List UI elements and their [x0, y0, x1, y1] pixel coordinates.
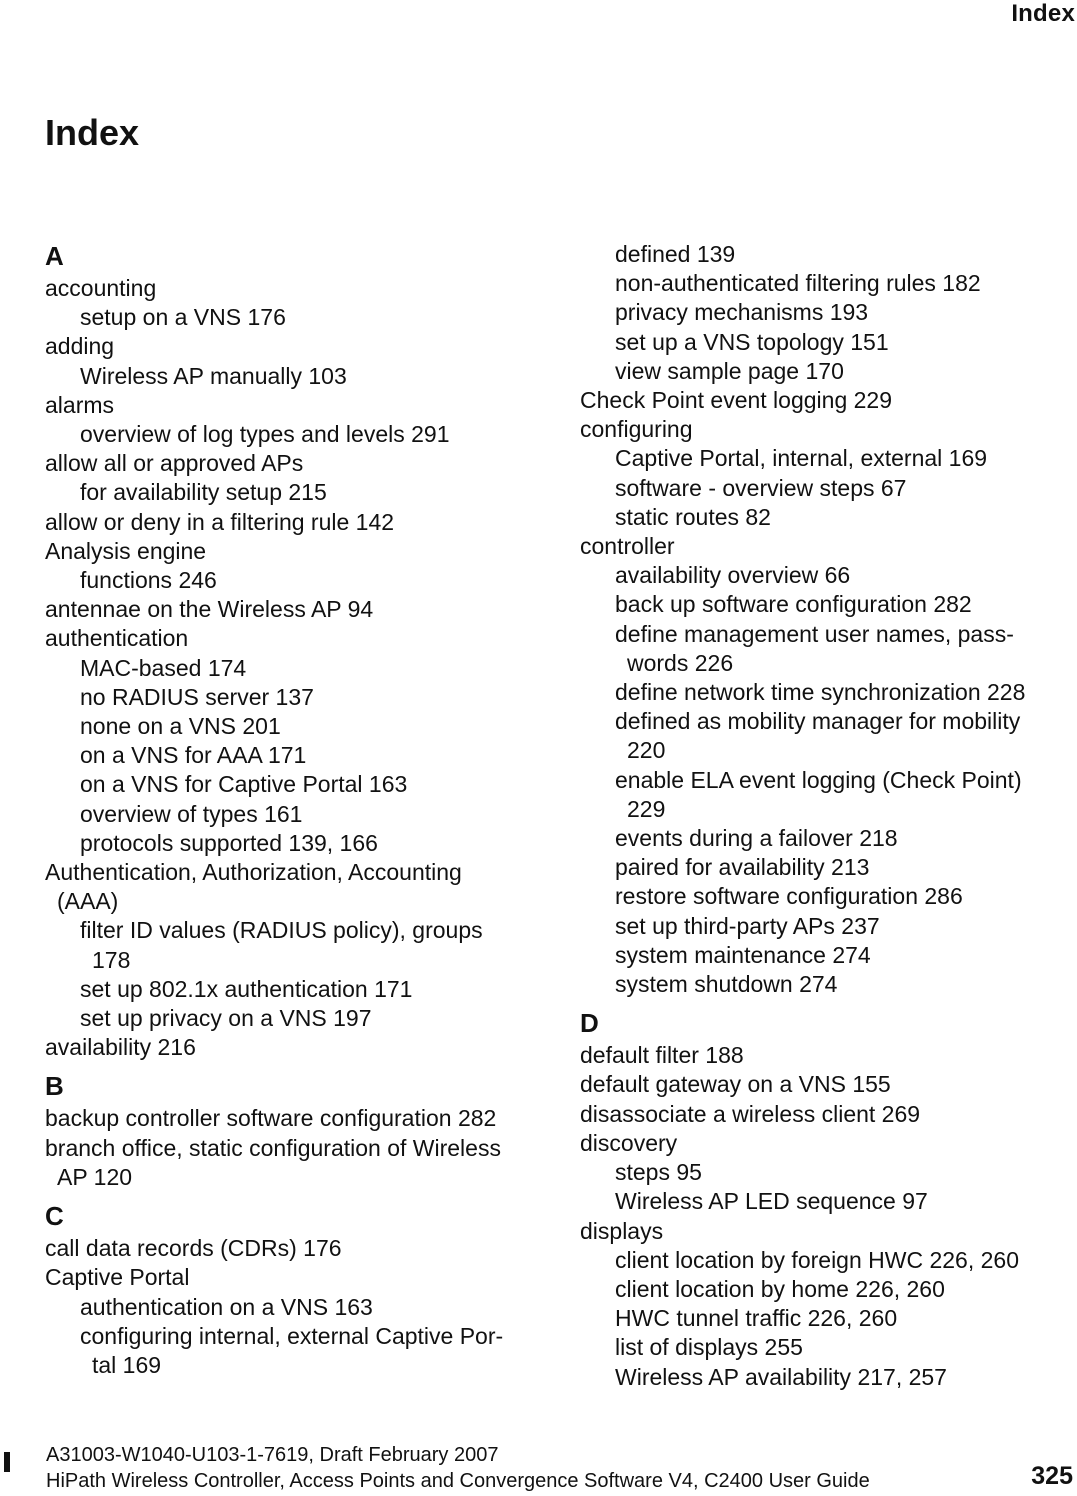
index-subentry [580, 561, 1075, 590]
index-column-left [45, 238, 555, 1380]
index-entry-continuation: (AAA) [57, 888, 119, 915]
index-subentry [45, 654, 555, 683]
index-entry [45, 1104, 555, 1133]
index-entry-text: protocols supported 139, 166 [80, 829, 378, 856]
index-entry-text: Analysis engine [45, 537, 207, 564]
index-subentry [580, 970, 1075, 999]
index-subentry [580, 1333, 1075, 1362]
index-subentry [45, 1322, 555, 1380]
index-entry-text: Wireless AP availability 217, 257 [615, 1363, 947, 1390]
index-entry-text: overview of types 161 [80, 800, 303, 827]
index-entry-text: client location by foreign HWC 226, 260 [615, 1246, 1019, 1273]
index-entry-text: set up third-party APs 237 [615, 912, 880, 939]
index-subentry [45, 916, 555, 974]
index-subentry [45, 1293, 555, 1322]
index-entry [580, 532, 1075, 561]
page-number: 325 [1031, 1462, 1073, 1490]
index-entry [580, 1041, 1075, 1070]
index-entry-text: authentication [45, 625, 189, 652]
index-subentry [580, 269, 1075, 298]
index-subentry [580, 707, 1075, 765]
index-section-letter: A [45, 241, 64, 271]
index-subentry [45, 800, 555, 829]
index-subentry [580, 678, 1075, 707]
index-entry-text: define management user names, pass- [615, 620, 1014, 647]
index-section-letter: C [45, 1201, 64, 1232]
index-entry-text: enable ELA event logging (Check Point) [615, 766, 1022, 793]
index-entry-text: paired for availability 213 [615, 854, 870, 881]
index-entry-text: antennae on the Wireless AP 94 [45, 596, 374, 623]
index-entry-text: define network time synchronization 228 [615, 679, 1026, 706]
index-entry [45, 1134, 555, 1192]
index-entry-text: set up a VNS topology 151 [615, 328, 889, 355]
index-entry [45, 537, 555, 566]
index-subentry [45, 683, 555, 712]
running-header-title: Index [1011, 0, 1075, 27]
footer-document-id: A31003-W1040-U103-1-7619, Draft February 2007 [46, 1444, 499, 1466]
index-entry-text: overview of log types and levels 291 [80, 421, 450, 448]
index-subentry [580, 620, 1075, 678]
index-entry [45, 595, 555, 624]
index-entry-text: alarms [45, 391, 115, 418]
index-entry-text: discovery [580, 1129, 678, 1156]
index-entry [45, 1033, 555, 1062]
index-subentry [580, 328, 1075, 357]
index-column-right [580, 240, 1075, 1392]
index-entry-continuation: AP 120 [57, 1163, 133, 1190]
index-entry-text: call data records (CDRs) 176 [45, 1235, 342, 1262]
index-entry-text: Authentication, Authorization, Accounting [45, 859, 462, 886]
index-entry-continuation: tal 169 [92, 1351, 162, 1378]
index-entry-text: Wireless AP manually 103 [80, 362, 347, 389]
index-subentry [580, 474, 1075, 503]
index-entry-text: configuring internal, external Captive Por- [80, 1322, 504, 1349]
index-entry-text: set up privacy on a VNS 197 [80, 1005, 372, 1032]
index-entry-text: HWC tunnel traffic 226, 260 [615, 1305, 898, 1332]
index-entry-text: controller [580, 533, 675, 560]
index-entry [45, 508, 555, 537]
index-subentry [45, 478, 555, 507]
index-entry-text: accounting [45, 275, 157, 301]
index-entry [580, 386, 1075, 415]
index-entry-text: branch office, static configuration of Wireless [45, 1134, 501, 1161]
index-entry-text: filter ID values (RADIUS policy), groups [80, 917, 483, 944]
index-subentry [580, 824, 1075, 853]
index-entry-text: restore software configuration 286 [615, 883, 963, 910]
index-entry-text: static routes 82 [615, 503, 771, 530]
index-subentry [45, 975, 555, 1004]
index-subentry [580, 1363, 1075, 1392]
index-entry-text: software - overview steps 67 [615, 474, 907, 501]
index-subentry [45, 566, 555, 595]
index-entry [45, 274, 555, 303]
index-entry-text: configuring [580, 416, 693, 443]
index-subentry [580, 1158, 1075, 1187]
index-entry [45, 1263, 555, 1292]
index-entry-text: none on a VNS 201 [80, 713, 281, 740]
index-entry-text: view sample page 170 [615, 357, 844, 384]
index-entry [580, 1100, 1075, 1129]
index-entry-text: privacy mechanisms 193 [615, 299, 869, 326]
index-subentry [45, 362, 555, 391]
index-subentry [45, 770, 555, 799]
index-subentry [580, 912, 1075, 941]
index-entry-text: set up 802.1x authentication 171 [80, 975, 413, 1002]
index-entry-text: non-authenticated filtering rules 182 [615, 270, 981, 297]
index-entry [580, 1129, 1075, 1158]
index-entry-text: availability overview 66 [615, 562, 851, 589]
index-entry-continuation: words 226 [627, 649, 734, 676]
index-entry-text: MAC-based 174 [80, 654, 247, 681]
index-subentry [580, 941, 1075, 970]
index-subentry [580, 357, 1075, 386]
index-entry-continuation: 220 [627, 737, 666, 764]
index-subentry [580, 1187, 1075, 1216]
index-subentry [580, 1275, 1075, 1304]
footer [46, 1442, 870, 1494]
index-subentry [45, 1004, 555, 1033]
index-subentry [580, 590, 1075, 619]
index-entry-text: no RADIUS server 137 [80, 683, 314, 710]
index-entry-text: back up software configuration 282 [615, 591, 972, 618]
index-entry [45, 449, 555, 478]
index-entry-text: allow all or approved APs [45, 450, 304, 477]
index-entry-text: defined 139 [615, 241, 736, 267]
index-subentry [45, 741, 555, 770]
index-entry-text: defined as mobility manager for mobility [615, 708, 1021, 735]
index-subentry [580, 240, 1075, 269]
index-entry-text: Wireless AP LED sequence 97 [615, 1188, 928, 1215]
footer-product-title: HiPath Wireless Controller, Access Points and Convergence Software V4, C2400 User Guide [46, 1470, 870, 1492]
index-entry-text: client location by home 226, 260 [615, 1275, 945, 1302]
index-entry-text: displays [580, 1217, 664, 1244]
index-subentry [580, 444, 1075, 473]
index-entry-text: on a VNS for Captive Portal 163 [80, 771, 408, 798]
index-subentry [580, 1246, 1075, 1275]
index-subentry [45, 420, 555, 449]
index-subentry [580, 882, 1075, 911]
index-subentry [45, 303, 555, 332]
index-entry-text: allow or deny in a filtering rule 142 [45, 508, 395, 535]
index-entry [45, 1234, 555, 1263]
index-entry [580, 1070, 1075, 1099]
index-entry [580, 1217, 1075, 1246]
index-entry-continuation: 229 [627, 795, 666, 822]
index-entry-text: default filter 188 [580, 1042, 744, 1069]
index-subentry [580, 853, 1075, 882]
index-section-letter: D [580, 1008, 599, 1039]
index-entry [580, 415, 1075, 444]
index-subentry [45, 829, 555, 858]
page-title: Index [45, 112, 140, 153]
index-entry [45, 391, 555, 420]
index-entry-text: disassociate a wireless client 269 [580, 1100, 921, 1127]
index-entry-text: adding [45, 333, 115, 360]
index-entry-text: Captive Portal [45, 1264, 190, 1291]
index-section-letter: B [45, 1071, 64, 1102]
index-entry-text: events during a failover 218 [615, 825, 898, 852]
change-bar [4, 1452, 10, 1472]
index-entry-text: system maintenance 274 [615, 941, 871, 968]
index-entry-continuation: 178 [92, 946, 131, 973]
index-subentry [45, 712, 555, 741]
index-entry [45, 332, 555, 361]
index-entry-text: functions 246 [80, 567, 217, 594]
index-entry-text: backup controller software configuration 282 [45, 1105, 497, 1132]
index-entry-text: Captive Portal, internal, external 169 [615, 445, 988, 472]
index-subentry [580, 766, 1075, 824]
index-entry-text: setup on a VNS 176 [80, 304, 286, 331]
index-entry-text: authentication on a VNS 163 [80, 1293, 373, 1320]
index-entry-text: default gateway on a VNS 155 [580, 1071, 891, 1098]
index-entry-text: steps 95 [615, 1159, 702, 1186]
index-subentry [580, 298, 1075, 327]
index-entry-text: on a VNS for AAA 171 [80, 742, 307, 769]
index-entry-text: list of displays 255 [615, 1334, 803, 1361]
index-subentry [580, 1304, 1075, 1333]
index-entry [45, 858, 555, 916]
index-entry-text: system shutdown 274 [615, 971, 838, 998]
index-entry-text: for availability setup 215 [80, 479, 327, 506]
index-subentry [580, 503, 1075, 532]
index-entry-text: Check Point event logging 229 [580, 387, 892, 414]
index-entry [45, 624, 555, 653]
index-entry-text: availability 216 [45, 1034, 196, 1061]
